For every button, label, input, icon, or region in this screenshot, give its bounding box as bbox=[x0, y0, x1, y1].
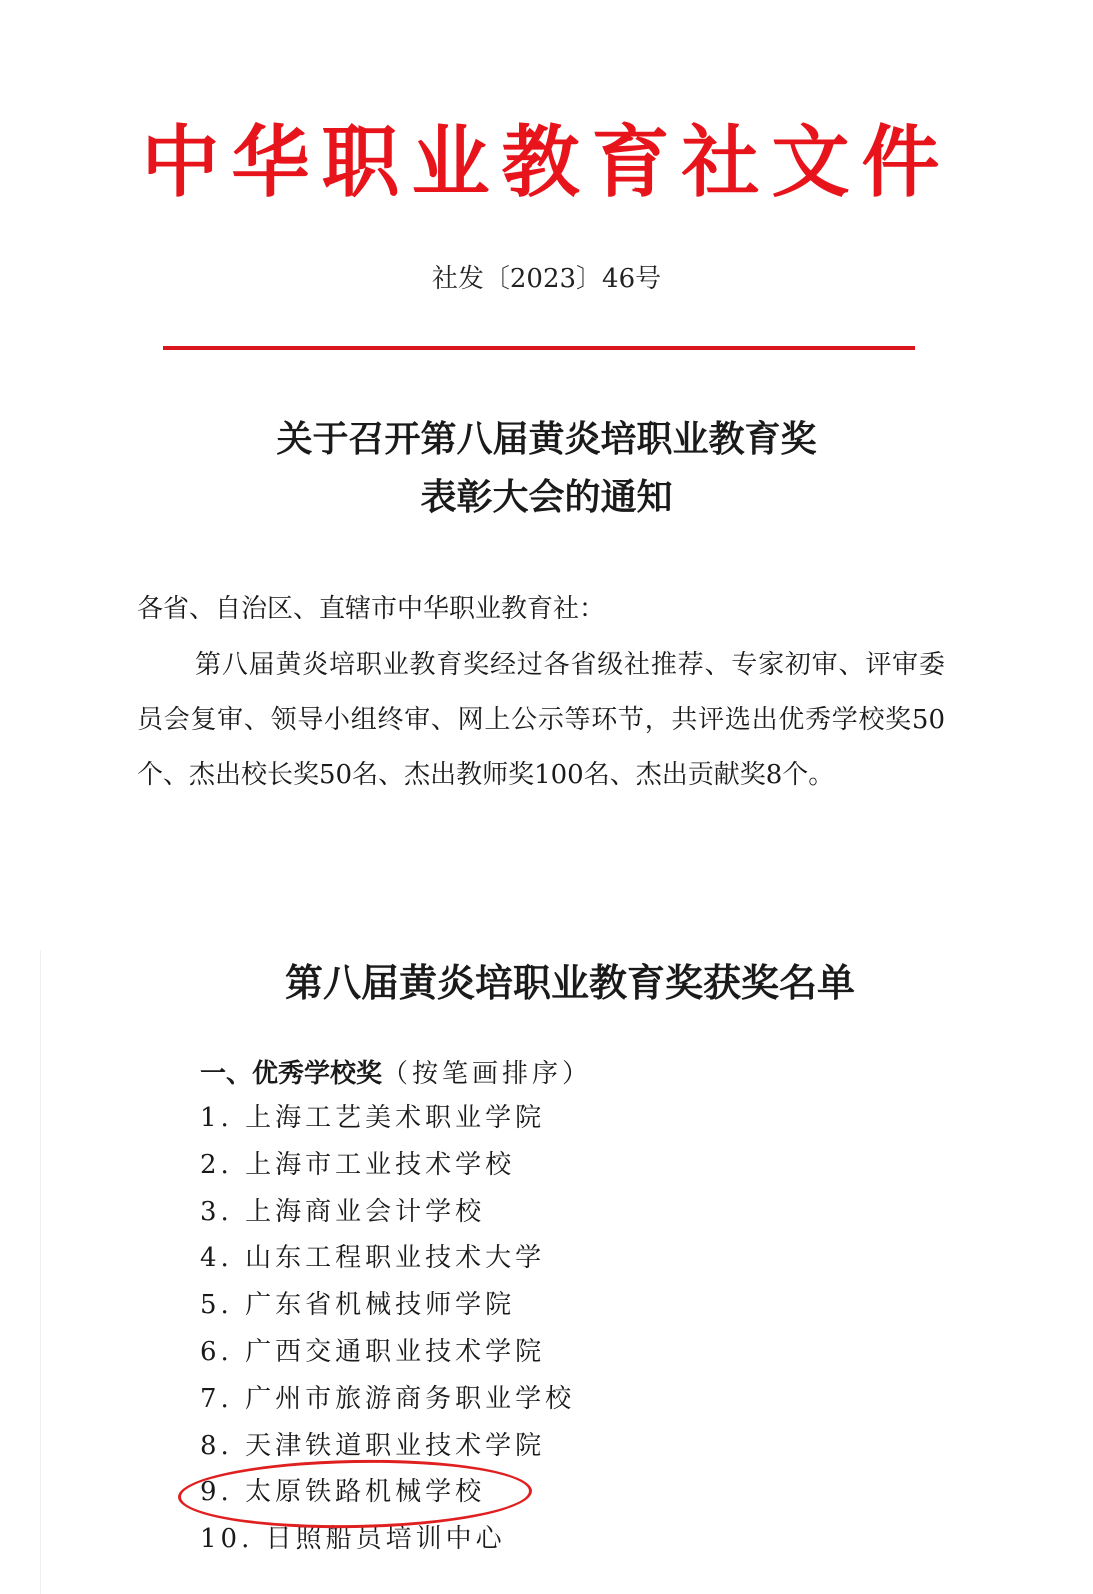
notice-title bbox=[0, 410, 1093, 526]
notice-body-paragraph: 第八届黄炎培职业教育奖经过各省级社推荐、专家初审、评审委员会复审、领导小组终审、网上公示等环节，共评选出优秀学校奖50个、杰出校长奖50名、杰出教师奖100名、杰出贡献奖8个。 bbox=[137, 650, 945, 790]
list-item: 4. 山东工程职业技术大学 bbox=[200, 1243, 546, 1274]
document-number: 社发〔2023〕46号 bbox=[431, 264, 662, 294]
red-divider-rule bbox=[163, 346, 915, 350]
list-item-highlighted: 9. 太原铁路机械学校 bbox=[200, 1477, 486, 1508]
document-header-title: 中华职业教育社文件 bbox=[141, 117, 952, 208]
list-item: 1. 上海工艺美术职业学院 bbox=[200, 1103, 546, 1133]
list-item: 7. 广州市旅游商务职业学校 bbox=[200, 1383, 576, 1414]
section-heading-label: 一、优秀学校奖 bbox=[200, 1059, 383, 1089]
list-item: 3. 上海商业会计学校 bbox=[200, 1196, 486, 1227]
notice-title-line2: 表彰大会的通知 bbox=[420, 476, 673, 518]
page-edge-divider bbox=[40, 950, 41, 1594]
list-item: 2. 上海市工业技术学校 bbox=[200, 1149, 516, 1180]
list-item: 10. 日照船员培训中心 bbox=[200, 1524, 506, 1555]
notice-title-line1: 关于召开第八届黄炎培职业教育奖 bbox=[276, 418, 817, 460]
section-heading-note: （按笔画排序） bbox=[382, 1059, 593, 1089]
award-list-title: 第八届黄炎培职业教育奖获奖名单 bbox=[284, 960, 855, 1005]
list-item: 5. 广东省机械技师学院 bbox=[200, 1290, 516, 1321]
list-item: 6. 广西交通职业技术学院 bbox=[200, 1336, 546, 1367]
list-item: 8. 天津铁道职业技术学院 bbox=[200, 1430, 546, 1461]
salutation: 各省、自治区、直辖市中华职业教育社： bbox=[137, 594, 606, 624]
section-heading bbox=[200, 1053, 592, 1090]
